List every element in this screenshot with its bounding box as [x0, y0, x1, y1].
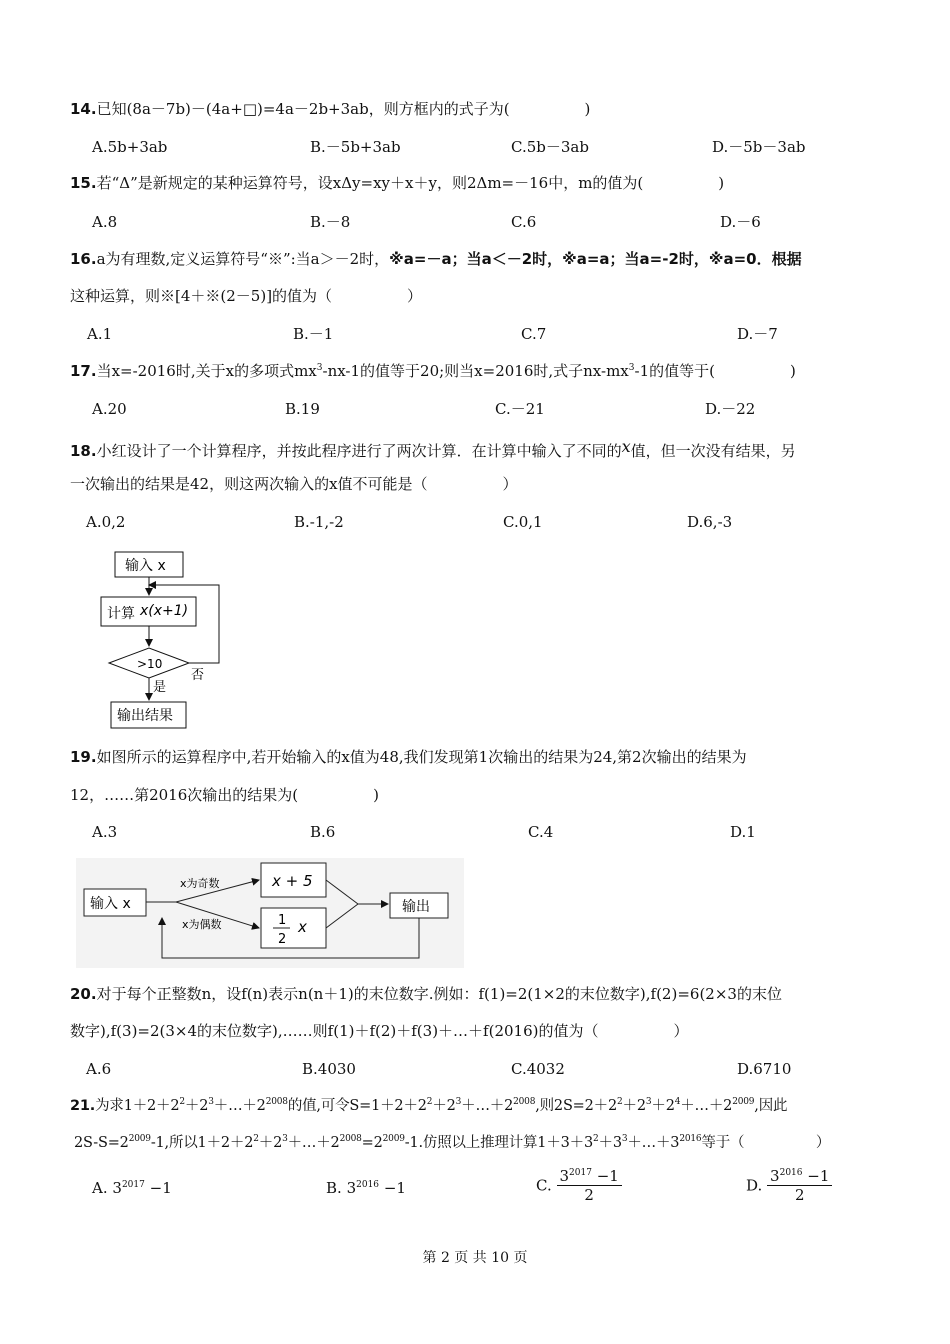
exponent: 3: [621, 1134, 628, 1144]
variable-x: x: [621, 437, 631, 456]
question-stem: 若“Δ”是新规定的某种运算符号，设xΔy=xy＋x＋y，则2Δm=－16中，m的值为( ): [96, 174, 725, 192]
fraction-numerator: 1: [278, 913, 287, 928]
fraction: [557, 1167, 622, 1204]
question-stem: -1的值等于( ): [634, 362, 796, 380]
exponent: 2: [617, 1097, 623, 1107]
q18-option-c[interactable]: C.0,1: [503, 513, 543, 531]
question-stem: [95, 1098, 787, 1114]
question-19-line2: 12，……第2016次输出的结果为( ): [70, 786, 379, 804]
question-number: 18.: [70, 442, 97, 460]
text-segment: ＋2: [651, 1098, 675, 1114]
exponent: 2008: [339, 1134, 362, 1144]
question-stem: 如图所示的运算程序中,若开始输入的x值为48,我们发现第1次输出的结果为24,第2次输出的结果为: [96, 748, 747, 766]
question-20-line2: 数字),f(3)=2(3×4的末位数字),……则f(1)＋f(2)＋f(3)＋…＋f(2016)的值为（ ）: [70, 1022, 689, 1040]
q21-option-c[interactable]: [536, 1167, 622, 1204]
output-label: 输出结果: [117, 708, 173, 724]
option-label: C.: [536, 1176, 552, 1195]
exponent: 2008: [265, 1097, 288, 1107]
question-stem: [74, 1135, 830, 1151]
exponent: 2: [253, 1134, 259, 1144]
option-label: A.: [92, 1179, 108, 1197]
text-segment: ＋2: [258, 1135, 283, 1151]
question-stem: 值，但一次没有结果，另: [630, 442, 796, 460]
denominator: 2: [794, 1186, 805, 1204]
calc-label: 计算: [107, 606, 135, 622]
exponent: 2016: [679, 1134, 702, 1144]
q18-option-a[interactable]: A.0,2: [86, 513, 126, 531]
q21-option-b[interactable]: [326, 1178, 406, 1198]
q15-option-c[interactable]: C.6: [511, 213, 537, 231]
exponent: 3: [208, 1097, 214, 1107]
tail: −1: [149, 1179, 172, 1197]
question-stem: -nx-1的值等于20;则当x=2016时,式子nx-mx: [322, 362, 629, 380]
text-segment: ,因此: [754, 1098, 788, 1114]
q14-option-c[interactable]: C.5b－3ab: [511, 138, 589, 156]
question-number: 17.: [70, 362, 97, 380]
q19-option-d[interactable]: D.1: [730, 823, 756, 841]
exponent: 2009: [128, 1134, 151, 1144]
exponent: 3: [455, 1097, 462, 1107]
q15-option-b[interactable]: B.－8: [310, 213, 351, 231]
q16-option-a[interactable]: A.1: [87, 325, 113, 343]
question-14: [70, 99, 880, 119]
odd-label: x为奇数: [180, 877, 220, 890]
exponent: 2: [179, 1097, 185, 1107]
no-label: 否: [191, 668, 205, 683]
text-segment: ,则2S=2＋2: [535, 1098, 617, 1114]
q19-flowchart: [76, 858, 464, 968]
question-number: 20.: [70, 985, 97, 1003]
exponent: 2016: [356, 1180, 380, 1190]
base: 3: [770, 1167, 780, 1185]
q17-option-b[interactable]: B.19: [285, 400, 320, 418]
input-label: 输入 x: [90, 896, 131, 912]
question-15: [70, 173, 880, 193]
exponent: 2017: [121, 1180, 145, 1190]
text-segment: 2S-S=2: [74, 1135, 129, 1151]
question-stem: 当x=-2016时,关于x的多项式mx: [96, 362, 317, 380]
q14-option-d[interactable]: D.－5b－3ab: [712, 138, 806, 156]
question-stem: 已知(8a－7b)－(4a+□)=4a－2b+3ab，则方框内的式子为( ): [96, 100, 591, 118]
option-label: D.: [746, 1176, 763, 1195]
question-18-line2: 一次输出的结果是42，则这两次输入的x值不可能是（ ）: [70, 475, 518, 493]
q15-option-a[interactable]: A.8: [92, 213, 118, 231]
q20-option-b[interactable]: B.4030: [302, 1060, 356, 1078]
odd-expression: x + 5: [272, 872, 313, 890]
option-label: B.: [326, 1179, 342, 1197]
q17-option-d[interactable]: D.－22: [705, 400, 756, 418]
even-box: [261, 908, 326, 948]
q21-option-a[interactable]: [92, 1178, 172, 1198]
output-label: 输出: [402, 899, 430, 915]
question-18: [70, 437, 880, 461]
tail: −1: [596, 1167, 619, 1185]
yes-label: 是: [153, 680, 167, 695]
fraction-denominator: 2: [278, 932, 287, 947]
base: 3: [112, 1179, 122, 1197]
text-segment: ＋3: [598, 1135, 622, 1151]
question-number: 15.: [70, 174, 97, 192]
q19-option-b[interactable]: B.6: [310, 823, 336, 841]
text-segment: 等于（ ）: [701, 1135, 831, 1151]
question-20: [70, 984, 880, 1004]
question-number: 14.: [70, 100, 97, 118]
q17-option-c[interactable]: C.－21: [495, 400, 545, 418]
fraction: [767, 1167, 832, 1204]
question-number: 16.: [70, 250, 97, 268]
question-21: [70, 1096, 880, 1116]
q19-option-c[interactable]: C.4: [528, 823, 554, 841]
question-stem: a为有理数,定义运算符号“※”:当a＞－2时，: [96, 250, 390, 268]
question-16: [70, 249, 880, 269]
q20-option-c[interactable]: C.4032: [511, 1060, 565, 1078]
decision-label: >10: [137, 657, 163, 671]
q16-option-c[interactable]: C.7: [521, 325, 547, 343]
text-segment: =2: [361, 1135, 383, 1151]
tail: −1: [807, 1167, 830, 1185]
q14-option-b[interactable]: B.－5b+3ab: [310, 138, 401, 156]
base: 3: [346, 1179, 357, 1197]
fraction-variable: x: [298, 918, 307, 936]
exponent: 2: [592, 1134, 599, 1144]
question-16-line2: 这种运算，则※[4＋※(2－5)]的值为（ ）: [70, 287, 423, 305]
question-stem: 对于每个正整数n，设f(n)表示n(n＋1)的末位数字.例如：f(1)=2(1×2的末位数字),f(2)=6(2×3的末位: [96, 985, 782, 1003]
q20-option-d[interactable]: D.6710: [737, 1060, 792, 1078]
question-number: 21.: [70, 1098, 96, 1114]
question-number: 19.: [70, 748, 97, 766]
denominator: 2: [584, 1186, 594, 1204]
q17-option-a[interactable]: A.20: [92, 400, 127, 418]
base: 3: [559, 1167, 570, 1185]
q14-option-a[interactable]: A.5b+3ab: [92, 138, 168, 156]
exponent: 3: [282, 1134, 288, 1144]
calc-expression: x(x+1): [140, 603, 189, 619]
even-label: x为偶数: [182, 918, 222, 931]
exponent: 2017: [569, 1168, 592, 1178]
q19-option-a[interactable]: A.3: [92, 823, 118, 841]
text-segment: 的值,可令S=1＋2＋2: [287, 1098, 427, 1114]
exponent: 3: [628, 363, 635, 373]
exponent: 4: [674, 1097, 681, 1107]
input-label: 输入 x: [125, 558, 166, 574]
text-segment: ＋2: [184, 1098, 209, 1114]
text-segment: ＋…＋2: [287, 1135, 340, 1151]
exponent: 2009: [382, 1134, 405, 1144]
text-segment: 为求1＋2＋2: [95, 1098, 180, 1114]
text-segment: ＋…＋3: [627, 1135, 680, 1151]
exponent: 2009: [732, 1097, 755, 1107]
q15-option-d[interactable]: D.－6: [720, 213, 761, 231]
question-17: [70, 361, 880, 381]
text-segment: ＋2: [432, 1098, 456, 1114]
q21-option-d[interactable]: [746, 1167, 832, 1204]
question-21-line2: [74, 1133, 880, 1153]
exponent: 3: [316, 363, 323, 373]
exponent: 3: [645, 1097, 652, 1107]
exponent: 2008: [513, 1097, 536, 1107]
text-segment: ＋…＋2: [461, 1098, 514, 1114]
text-segment: ＋2: [622, 1098, 646, 1114]
text-segment: -1,所以1＋2＋2: [150, 1135, 254, 1151]
text-segment: -1.仿照以上推理计算1＋3＋3: [404, 1135, 593, 1151]
tail: −1: [383, 1179, 406, 1197]
q16-option-b[interactable]: B.－1: [293, 325, 334, 343]
q18-option-b[interactable]: B.-1,-2: [294, 513, 344, 531]
question-19: [70, 747, 880, 767]
q18-flowchart: [95, 548, 235, 733]
exponent: 2016: [779, 1168, 803, 1178]
page-footer: 第 2 页 共 10 页: [422, 1250, 528, 1266]
q20-option-a[interactable]: A.6: [86, 1060, 112, 1078]
question-stem-bold: ※a=－a；当a＜－2时，※a=a；当a=-2时，※a=0．根据: [389, 250, 802, 268]
question-stem: 小红设计了一个计算程序，并按此程序进行了两次计算．在计算中输入了不同的: [96, 442, 622, 460]
text-segment: ＋…＋2: [680, 1098, 733, 1114]
q16-option-d[interactable]: D.－7: [737, 325, 778, 343]
text-segment: ＋…＋2: [213, 1098, 266, 1114]
q18-option-d[interactable]: D.6,-3: [687, 513, 733, 531]
exponent: 2: [426, 1097, 433, 1107]
